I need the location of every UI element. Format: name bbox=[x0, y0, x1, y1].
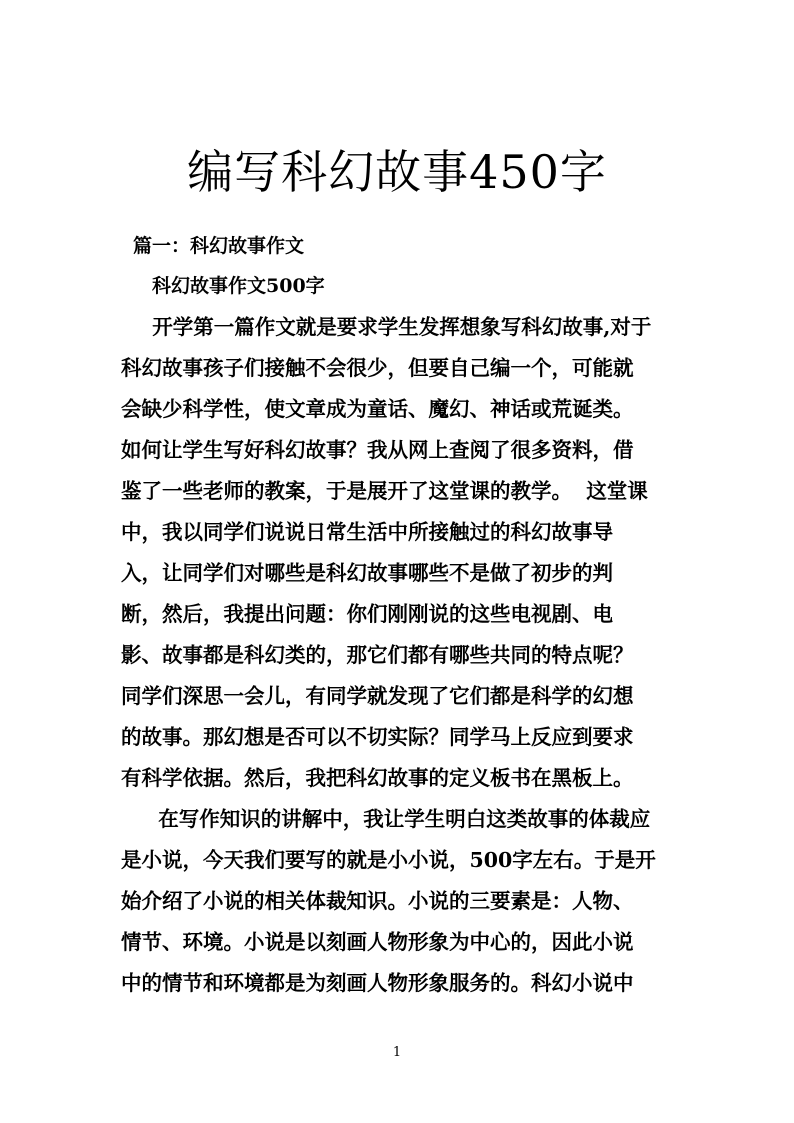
body-line-9: 影、故事都是科幻类的，那它们都有哪些共同的特点呢？ bbox=[121, 643, 634, 667]
document-title: 编写科幻故事450字 bbox=[187, 145, 607, 199]
body-line-13: 在写作知识的讲解中，我让学生明白这类故事的体裁应 bbox=[144, 807, 651, 831]
article-subheading: 科幻故事作文500字 bbox=[152, 275, 325, 297]
body-line-12: 有科学依据。然后，我把科幻故事的定义板书在黑板上。 bbox=[121, 766, 634, 790]
section-heading: 篇一：科幻故事作文 bbox=[133, 235, 305, 257]
page-number: 1 bbox=[392, 1045, 402, 1060]
body-line-11: 的故事。那幻想是否可以不切实际？同学马上反应到要求 bbox=[121, 725, 634, 749]
body-line-1: 开学第一篇作文就是要求学生发挥想象写科幻故事,对于 bbox=[138, 315, 652, 339]
body-line-10: 同学们深思一会儿，有同学就发现了它们都是科学的幻想 bbox=[121, 684, 634, 708]
body-line-4: 如何让学生写好科幻故事？我从网上查阅了很多资料，借 bbox=[121, 438, 634, 462]
body-line-8: 断，然后，我提出问题：你们刚刚说的这些电视剧、电 bbox=[121, 602, 613, 626]
body-line-16: 情节、环境。小说是以刻画人物形象为中心的，因此小说 bbox=[121, 930, 634, 954]
body-line-7: 入，让同学们对哪些是科幻故事哪些不是做了初步的判 bbox=[121, 561, 613, 585]
body-line-6: 中，我以同学们说说日常生活中所接触过的科幻故事导 bbox=[121, 520, 613, 544]
body-line-5: 鉴了一些老师的教案，于是展开了这堂课的教学。 这堂课 bbox=[121, 479, 648, 503]
body-line-2: 科幻故事孩子们接触不会很少，但要自己编一个，可能就 bbox=[121, 356, 634, 380]
body-line-17: 中的情节和环境都是为刻画人物形象服务的。科幻小说中 bbox=[121, 971, 634, 995]
body-line-15: 始介绍了小说的相关体裁知识。小说的三要素是：人物、 bbox=[121, 889, 634, 913]
body-line-3: 会缺少科学性，使文章成为童话、魔幻、神话或荒诞类。 bbox=[121, 397, 634, 421]
body-line-14: 是小说，今天我们要写的就是小小说，500字左右。于是开 bbox=[121, 848, 656, 872]
